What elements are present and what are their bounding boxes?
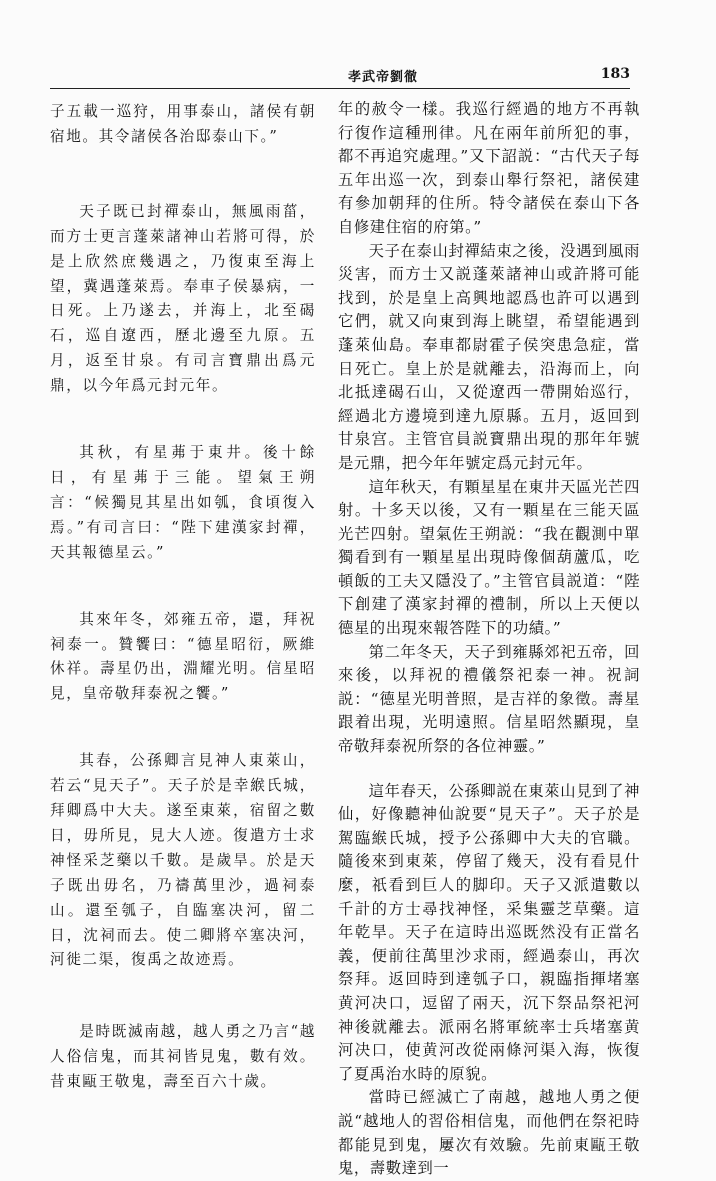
- original-paragraph: 其來年冬，郊雍五帝，還，拜祝祠泰一。贊饗曰：“德星昭衍，厥維休祥。壽星仍出，淵耀光明。信星昭見，皇帝敬拜泰祝之饗。”: [50, 610, 316, 703]
- translation-paragraph: 年的赦令一樣。我巡行經過的地方不再執行復作這種刑律。凡在兩年前所犯的事，都不再追究處理。”又下詔説：“古代天子每五年出巡一次，到泰山舉行祭祀，諸侯建有參加朝拜的住所。特令諸侯在泰山下各自修建住宿的府第。”: [338, 100, 640, 236]
- chapter-title: 孝武帝劉徹: [348, 70, 419, 85]
- translation-paragraph: 這年秋天，有顆星星在東井天區光芒四射。十多天以後，又有一顆星在三能天區光芒四射。望氣佐王朔説：“我在觀測中單獨看到有一顆星星出現時像個葫蘆瓜，吃頓飯的工夫又隱没了。”主管官員説道：“陛下創建了漢家封禪的禮制，所以上天便以德星的出現來報答陛下的功績。”: [338, 477, 640, 638]
- translation-paragraph: 這年春天，公孫卿説在東萊山見到了神仙，好像聽神仙說要“見天子”。天子於是駕臨緱氏城，授予公孫卿中大夫的官職。隨後來到東萊，停留了幾天，没有看見什麼，祇看到巨人的脚印。天子又派遣數以千計的方士尋找神怪，采集靈芝草藥。這年乾旱。天子在這時出巡既然没有正當名義，便前往萬里沙求雨，經過泰山，再次祭拜。返回時到達瓠子口，親臨指揮堵塞黄河决口，逗留了兩天，沉下祭品祭祀河神後就離去。派兩名將軍統率士兵堵塞黄河决口，使黄河改從兩條河渠入海，恢復了夏禹治水時的原貌。: [338, 781, 640, 1083]
- running-header: [50, 66, 630, 89]
- original-paragraph: 其秋，有星茀于東井。後十餘日，有星茀于三能。望氣王朔言：“候獨見其星出如瓠，食頃復入焉。”有司言曰：“陛下建漢家封禪，天其報德星云。”: [50, 444, 316, 561]
- original-paragraph: 子五載一巡狩，用事泰山，諸侯有朝宿地。其令諸侯各治邸泰山下。”: [50, 103, 316, 145]
- translation-paragraph: 當時已經滅亡了南越，越地人勇之便説“越地人的習俗相信鬼，而他們在祭祀時都能見到鬼，屢次有效驗。先前東甌王敬鬼，壽數達到一: [338, 1088, 640, 1178]
- translation-paragraph: 第二年冬天，天子到雍縣郊祀五帝，回來後，以拜祝的禮儀祭祀泰一神。祝詞説：“德星光明普照，是吉祥的象徵。壽星跟着出現，光明遠照。信星昭然顯現，皇帝敬拜泰祝所祭的各位神靈。”: [338, 642, 640, 756]
- translation-column: [338, 98, 640, 1181]
- translation-paragraph: 天子在泰山封禪結束之後，没遇到風雨災害，而方士又説蓬萊諸神山或許將可能找到，於是皇上高興地認爲也許可以遇到它們，就又向東到海上眺望，希望能遇到蓬萊仙島。奉車都尉霍子侯突患急症，當日死亡。皇上於是就離去，沿海而上，向北抵達碣石山，又從遼西一帶開始巡行，經過北方邊境到達九原縣。五月，返回到甘泉宫。主管官員説寶鼎出現的那年年號是元鼎，把今年年號定爲元封元年。: [338, 241, 640, 472]
- original-paragraph: 天子既已封禪泰山，無風雨菑，而方士更言蓬萊諸神山若將可得，於是上欣然庶幾遇之，乃復東至海上望，冀遇蓬萊焉。奉車子侯暴病，一日死。上乃遂去，并海上，北至碣石，巡自遼西，歷北邊至九原。五月，返至甘泉。有司言寶鼎出爲元鼎，以今年爲元封元年。: [50, 202, 316, 395]
- original-paragraph: 其春，公孫卿言見神人東萊山，若云“見天子”。天子於是幸緱氏城，拜卿爲中大夫。遂至東萊，宿留之數日，毋所見，見大人迹。復遣方士求神怪采芝藥以千數。是歲旱。於是天子既出毋名，乃禱萬里沙，過祠泰山。還至瓠子，自臨塞决河，留二日，沈祠而去。使二卿將卒塞决河，河徙二渠，復禹之故迹焉。: [50, 752, 316, 969]
- original-paragraph: 是時既滅南越，越人勇之乃言“越人俗信鬼，而其祠皆見鬼，數有效。昔東甌王敬鬼，壽至百六十歲。: [50, 1023, 316, 1091]
- original-text-column: [50, 100, 316, 1095]
- page-number: 183: [600, 66, 630, 82]
